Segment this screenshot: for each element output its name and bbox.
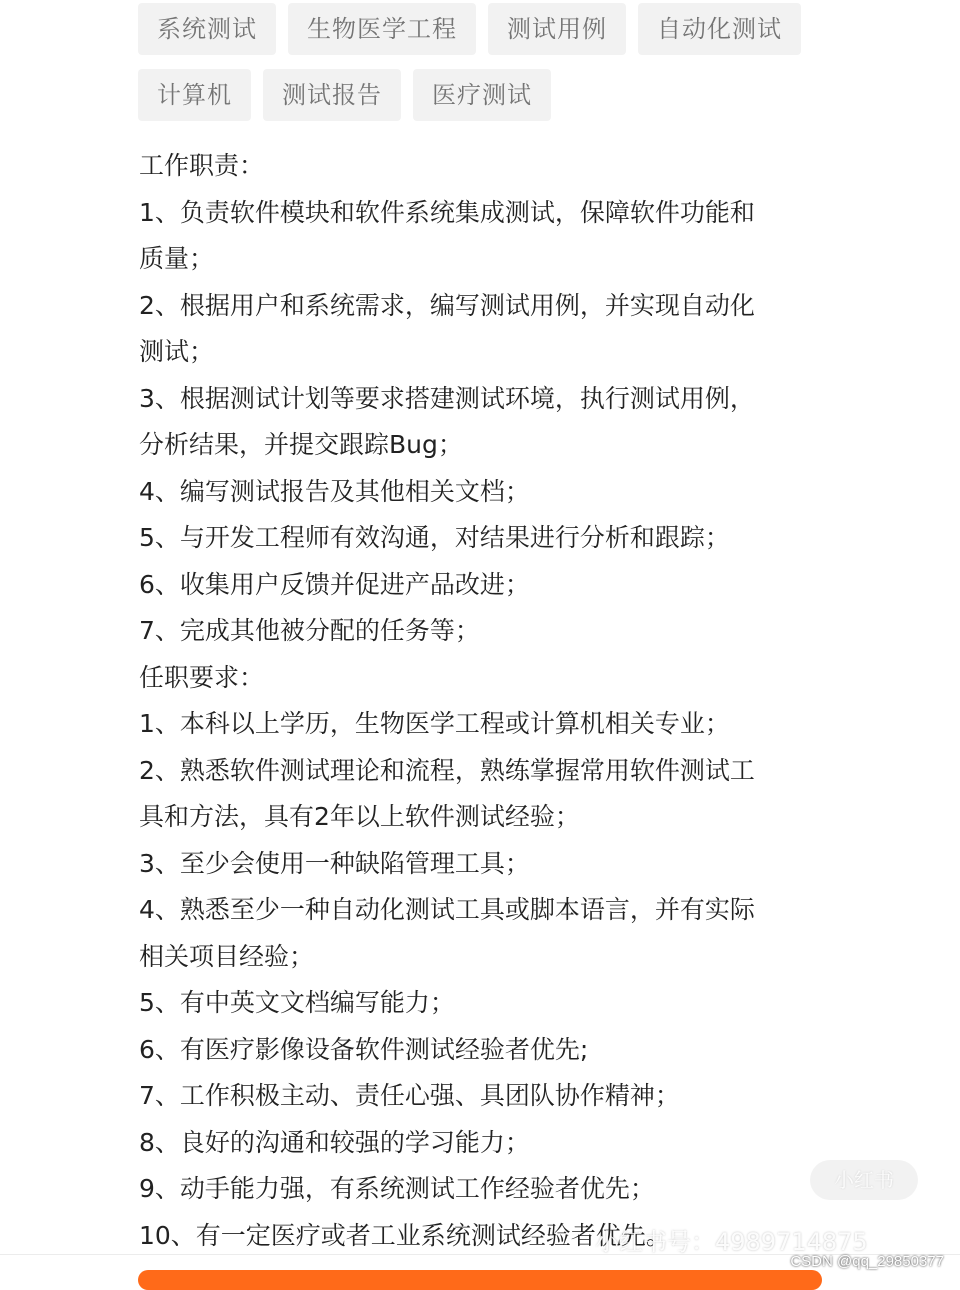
tag-medical-testing[interactable]: 医疗测试 xyxy=(413,69,551,121)
tag-computer[interactable]: 计算机 xyxy=(138,69,251,121)
watermark-badge: 小红书 xyxy=(810,1160,918,1200)
description-line: 5、与开发工程师有效沟通，对结果进行分析和跟踪； xyxy=(139,523,730,552)
tag-row-2 xyxy=(138,69,838,121)
requirement-line: 7、工作积极主动、责任心强、具团队协作精神； xyxy=(139,1081,680,1110)
requirement-line: 4、熟悉至少一种自动化测试工具或脚本语言，并有实际 xyxy=(139,895,755,924)
section-heading-requirements: 任职要求： xyxy=(139,662,265,692)
description-line: 6、收集用户反馈并促进产品改进； xyxy=(139,569,530,599)
requirement-line: 5、有中英文文档编写能力； xyxy=(139,988,455,1017)
tag-automation-testing[interactable]: 自动化测试 xyxy=(638,3,801,55)
description-line: 1、负责软件模块和软件系统集成测试，保障软件功能和 xyxy=(139,197,755,227)
csdn-watermark: CSDN @qq_29850377 xyxy=(790,1253,944,1270)
tag-biomedical-engineering[interactable]: 生物医学工程 xyxy=(288,3,476,55)
section-heading-responsibilities: 工作职责： xyxy=(139,151,265,180)
description-line: 3、根据测试计划等要求搭建测试环境，执行测试用例， xyxy=(139,383,755,413)
requirement-line: 8、良好的沟通和较强的学习能力； xyxy=(139,1127,530,1157)
requirement-line: 6、有医疗影像设备软件测试经验者优先; xyxy=(139,1034,589,1064)
description-line: 4、编写测试报告及其他相关文档； xyxy=(139,476,530,506)
description-line: 7、完成其他被分配的任务等； xyxy=(139,616,480,645)
tag-system-testing[interactable]: 系统测试 xyxy=(138,3,276,55)
job-description xyxy=(139,143,829,1259)
requirement-line: 9、动手能力强，有系统测试工作经验者优先； xyxy=(139,1174,655,1203)
description-line: 测试； xyxy=(139,337,215,366)
description-line: 分析结果，并提交跟踪Bug； xyxy=(139,430,463,459)
description-line: 质量； xyxy=(139,244,215,273)
requirement-line: 10、有一定医疗或者工业系统测试经验者优先。 xyxy=(139,1220,671,1250)
tag-list xyxy=(138,3,838,135)
watermark-id-text: 小红书号：4989714875 xyxy=(595,1228,868,1256)
tag-test-report[interactable]: 测试报告 xyxy=(263,69,401,121)
requirement-line: 1、本科以上学历，生物医学工程或计算机相关专业； xyxy=(139,709,730,738)
requirement-line: 2、熟悉软件测试理论和流程，熟练掌握常用软件测试工 xyxy=(139,755,755,785)
apply-button[interactable] xyxy=(138,1270,822,1290)
requirement-line: 具和方法，具有2年以上软件测试经验； xyxy=(139,802,580,831)
description-line: 2、根据用户和系统需求，编写测试用例，并实现自动化 xyxy=(139,290,755,320)
tag-row-1 xyxy=(138,3,838,55)
tag-test-cases[interactable]: 测试用例 xyxy=(488,3,626,55)
requirement-line: 3、至少会使用一种缺陷管理工具； xyxy=(139,848,530,878)
requirement-line: 相关项目经验； xyxy=(139,941,315,971)
